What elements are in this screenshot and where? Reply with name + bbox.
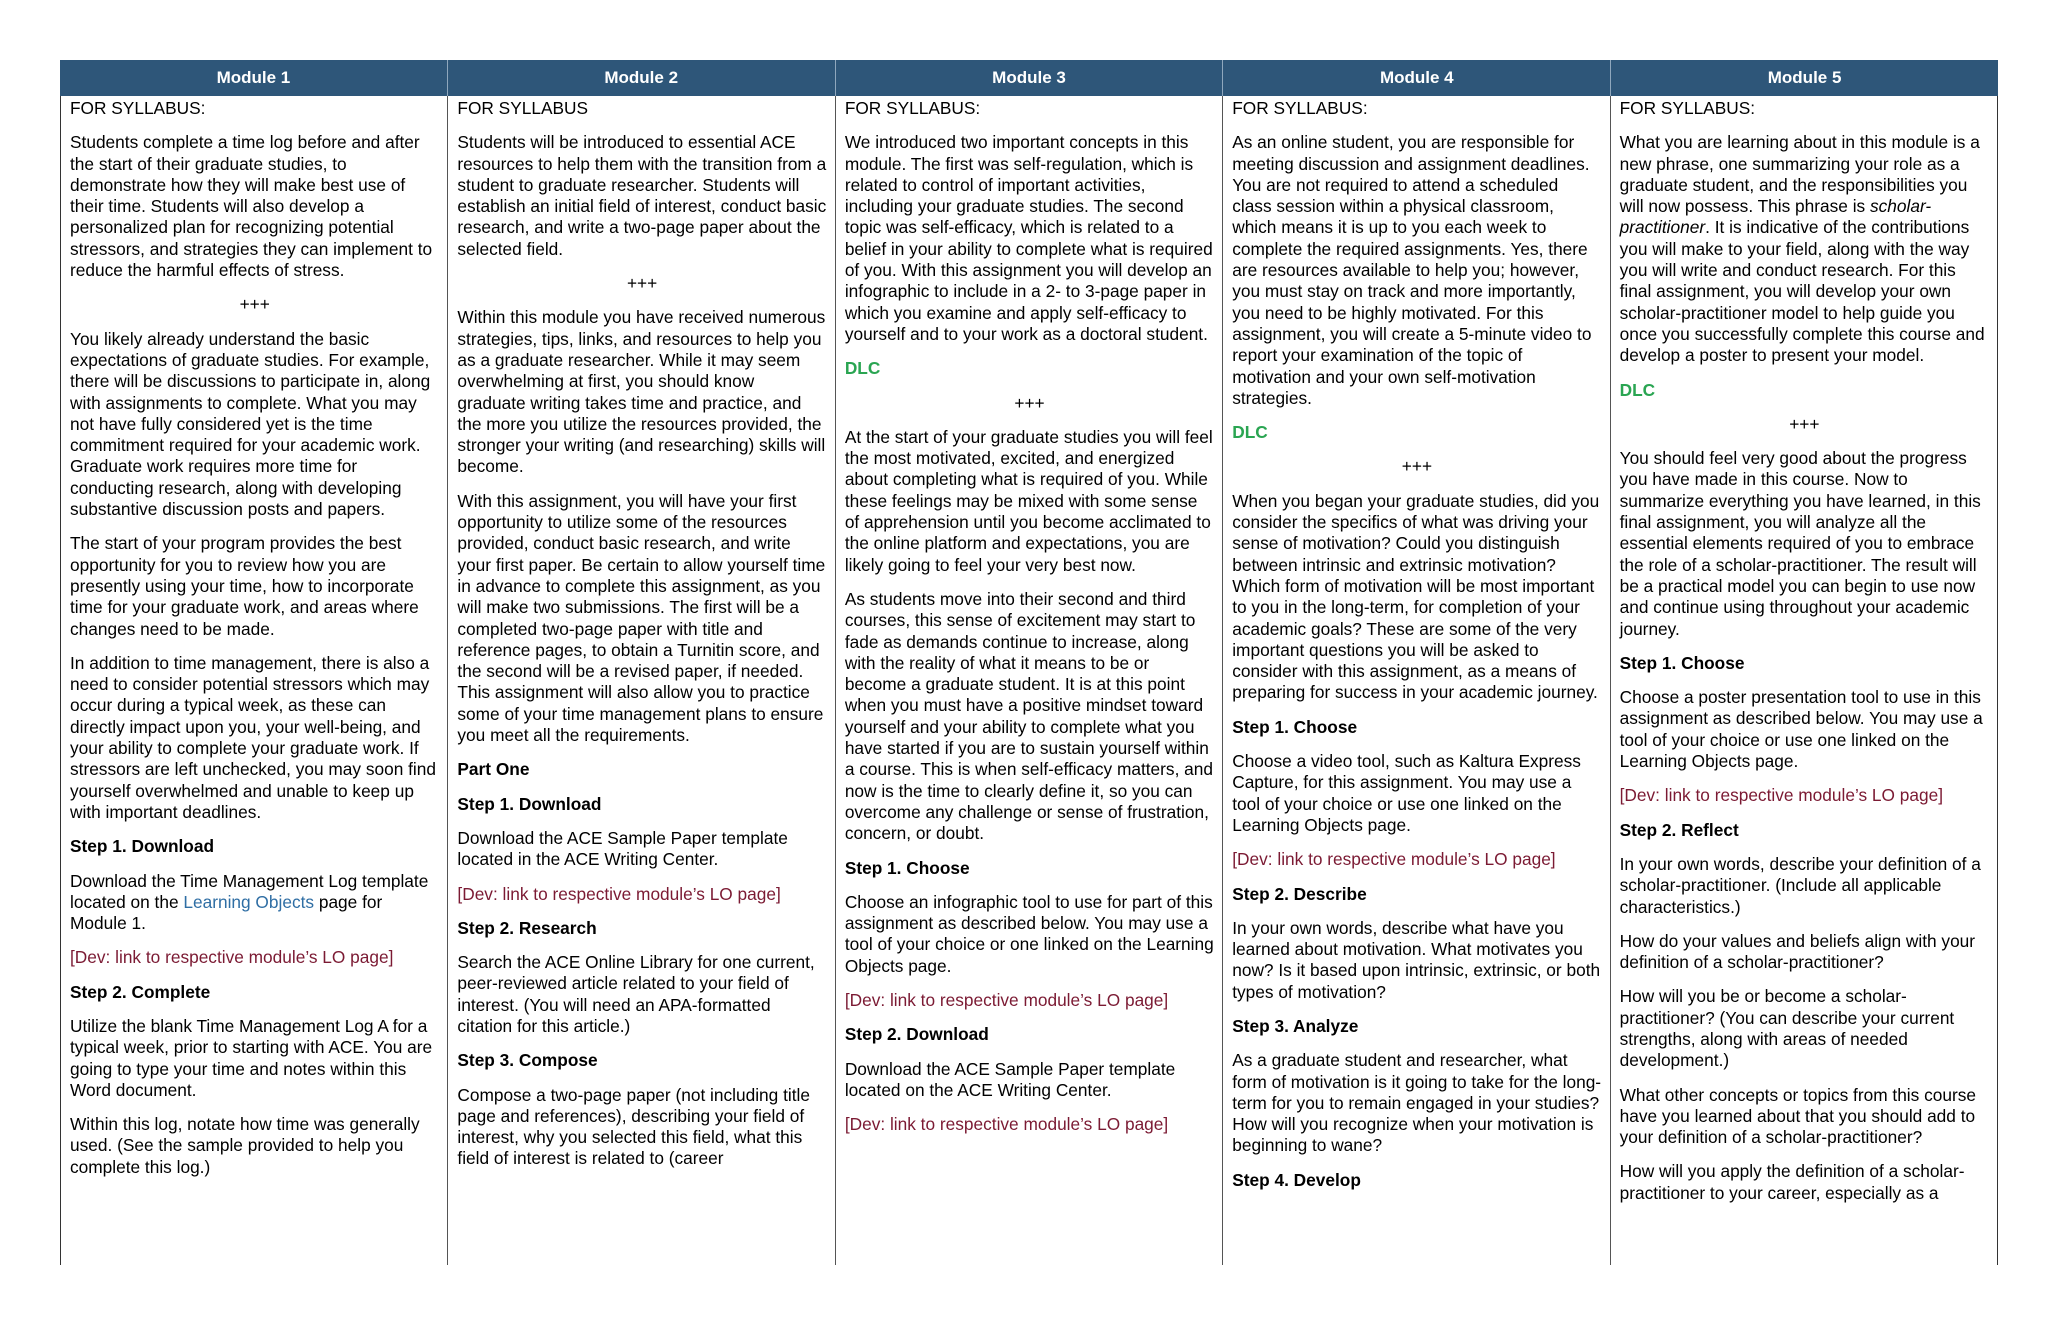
step-heading: Step 3. Analyze — [1232, 1015, 1359, 1036]
header-module-1: Module 1 — [216, 68, 291, 87]
dev-note: [Dev: link to respective module’s LO page] — [1619, 785, 1944, 806]
text: What you are learning about in this module is a new phrase, one summarizing your role as a graduate student, and the responsibilities you will now possess. This phrase is — [1619, 132, 1980, 217]
paragraph: You likely already understand the basic expectations of graduate studies. For example, there will be discussions to participate in, along with assignments to complete. What you may not have fully considered yet is the time commitment required for your academic work. Graduate work requires more time for conducting research, along with developing substantive discussion posts and papers. — [70, 328, 431, 520]
paragraph — [70, 871, 439, 935]
header-module-4: Module 4 — [1222, 60, 1610, 96]
separator: +++ — [1789, 413, 1820, 434]
step-heading: Step 2. Download — [844, 1024, 989, 1045]
part-heading: Part One — [457, 759, 530, 780]
step-heading: Step 2. Reflect — [1619, 819, 1739, 840]
paragraph: Within this log, notate how time was generally used. (See the sample provided to help you complete this log.) — [70, 1114, 420, 1177]
paragraph: How will you be or become a scholar-practitioner? (You can describe your current strengths, along with areas of needed development.) — [1619, 986, 1955, 1071]
paragraph: When you began your graduate studies, did you consider the specifics of what was driving your sense of motivation? Could you distinguish between intrinsic and extrinsic motivation? Which form of motivation will be most important to you in the long-term, for completion of your academic goals? These are some of the very important questions you will be asked to consider with this assignment, as a means of preparing for success in your academic journey. — [1232, 490, 1600, 703]
text: Download the Time Management Log template located on the — [70, 870, 429, 912]
separator: +++ — [1401, 456, 1433, 477]
text: . It is indicative of the contributions you will make to your field, along with the way you will write and conduct research. For this final assignment, you will develop your own scholar-practitioner model to help guide you once you successfully complete this course and develop a poster to present your model. — [1619, 217, 1985, 366]
paragraph: Download the ACE Sample Paper template located in the ACE Writing Center. — [457, 827, 788, 870]
paragraph: With this assignment, you will have your first opportunity to utilize some of the resources provided, conduct basic research, and write your first paper. Be certain to allow yourself time in advance to complete this assignment, as you will make two submissions. The first will be a completed two-page paper with title and reference pages, to obtain a Turnitin score, and the second will be a revised paper, if needed. This assignment will also allow you to practice some of your time management plans to ensure you meet all the requirements. — [457, 490, 826, 746]
step-heading: Step 2. Complete — [70, 981, 211, 1002]
syllabus-label: FOR SYLLABUS — [457, 98, 589, 118]
dev-note: [Dev: link to respective module’s LO page] — [844, 1114, 1169, 1135]
step-heading: Step 2. Describe — [1232, 883, 1367, 904]
paragraph: Choose a poster presentation tool to use in this assignment as described below. You may use a tool of your choice or use one linked on the Learning Objects page. — [1619, 687, 1983, 772]
dev-note: [Dev: link to respective module’s LO page] — [844, 989, 1169, 1010]
dev-note: [Dev: link to respective module’s LO page] — [1232, 849, 1556, 870]
module-table — [60, 60, 1998, 1265]
paragraph: What other concepts or topics from this course have you learned about that you should add to your definition of a scholar-practitioner? — [1619, 1084, 1976, 1148]
syllabus-label: FOR SYLLABUS: — [1232, 98, 1368, 118]
paragraph: Compose a two-page paper (not including title page and references), describing your field of interest, why you selected this field, what this field of interest is related to (career — [457, 1084, 810, 1169]
paragraph: We introduced two important concepts in this module. The first was self-regulation, which is related to control of important activities, including your graduate studies. The second topic was self-efficacy, which is related to a belief in your ability to complete what is required of you. With this assignment you will develop an infographic to include in a 2- to 3-page paper in which you examine and apply self-efficacy to yourself and to your work as a doctoral student. — [844, 132, 1213, 344]
paragraph: You should feel very good about the progress you have made in this course. Now to summarize everything you have learned, in this final assignment, you will analyze all the essential elements required of you to embrace the role of a scholar-practitioner. The result will be a practical model you can begin to use now and continue using throughout your academic journey. — [1619, 448, 1981, 639]
paragraph: In your own words, describe your definition of a scholar-practitioner. (Include all applicable characteristics.) — [1619, 853, 1981, 917]
paragraph: How do your values and beliefs align with your definition of a scholar-practitioner? — [1619, 930, 1976, 973]
paragraph: In addition to time management, there is also a need to consider potential stressors which may occur during a typical week, as these can directly impact upon you, your well-being, and your ability to complete your graduate work. If stressors are left unchecked, you may soon find yourself overwhelmed and unable to keep up with important deadlines. — [70, 652, 436, 822]
table-header — [60, 60, 1998, 96]
paragraph: As a graduate student and researcher, what form of motivation is it going to take for the long-term for you to remain engaged in your studies? How will you recognize when your motivation is beginning to wane? — [1232, 1050, 1602, 1156]
module-5-column — [1610, 96, 1997, 1265]
step-heading: Step 1. Download — [457, 793, 602, 814]
paragraph: How will you apply the definition of a scholar-practitioner to your career, especially as a — [1619, 1161, 1965, 1203]
dev-note: [Dev: link to respective module’s LO page] — [457, 883, 781, 904]
paragraph: Students complete a time log before and after the start of their graduate studies, to demonstrate how they will make best use of their time. Students will also develop a personalized plan for recognizing potential stressors, and strategies they can implement to reduce the harmful effects of stress. — [70, 132, 433, 281]
header-module-2: Module 2 — [447, 60, 835, 96]
header-module-5: Module 5 — [1610, 60, 1998, 96]
paragraph: As an online student, you are responsible for meeting discussion and assignment deadlines. You are not required to attend a scheduled class session within a physical classroom, which means it is up to you each week to complete the required assignments. Yes, there are resources available to help you; however, you must stay on track and more importantly, you need to be highly motivated. For this assignment, you will create a 5-minute video to report your examination of the topic of motivation and your own self-motivation strategies. — [1232, 132, 1592, 408]
separator: +++ — [239, 294, 270, 315]
text: page for Module 1. — [70, 891, 383, 934]
paragraph: At the start of your graduate studies you will feel the most motivated, excited, and energized about completing what is required of you. While these feelings may be mixed with some sense of apprehension until you become acclimated to the online platform and expectations, you are likely going to feel your very best now. — [844, 426, 1213, 575]
module-1-column — [61, 96, 447, 1265]
paragraph: Students will be introduced to essential ACE resources to help them with the transition from a student to graduate researcher. Students will establish an initial field of interest, conduct basic research, and write a two-page paper about the selected field. — [457, 132, 827, 259]
header-module-3: Module 3 — [835, 60, 1223, 96]
step-heading: Step 1. Choose — [1232, 716, 1358, 737]
step-heading: Step 1. Choose — [1619, 652, 1745, 673]
dlc-label: DLC — [1232, 422, 1268, 443]
dlc-label: DLC — [1619, 379, 1656, 400]
step-heading: Step 4. Develop — [1232, 1169, 1361, 1190]
separator: +++ — [626, 273, 658, 294]
paragraph: Search the ACE Online Library for one current, peer-reviewed article related to your field of interest. (You will need an APA-formatted citation for this article.) — [457, 952, 815, 1036]
module-3-column — [835, 96, 1222, 1265]
paragraph: Within this module you have received numerous strategies, tips, links, and resources to help you as a graduate researcher. While it may seem overwhelming at first, you should know graduate writing takes time and practice, and the more you utilize the resources provided, the stronger your writing (and researching) skills will become. — [457, 307, 826, 477]
paragraph: In your own words, describe what have you learned about motivation. What motivates you now? Is it based upon intrinsic, extrinsic, or both types of motivation? — [1232, 917, 1601, 1002]
paragraph: Choose a video tool, such as Kaltura Express Capture, for this assignment. You may use a tool of your choice or use one linked on the Learning Objects page. — [1232, 751, 1581, 835]
syllabus-label: FOR SYLLABUS: — [844, 98, 981, 118]
learning-objects-link[interactable]: Learning Objects — [183, 891, 315, 912]
table-body — [60, 96, 1998, 1265]
syllabus-label: FOR SYLLABUS: — [1619, 98, 1756, 118]
paragraph: Choose an infographic tool to use for part of this assignment as described below. You may use a tool of your choice or one linked on the Learning Objects page. — [844, 891, 1214, 976]
step-heading: Step 2. Research — [457, 917, 597, 938]
module-4-column — [1222, 96, 1609, 1265]
step-heading: Step 1. Choose — [844, 857, 970, 878]
syllabus-label: FOR SYLLABUS: — [70, 98, 206, 118]
dev-note: [Dev: link to respective module’s LO page] — [70, 947, 394, 968]
separator: +++ — [1014, 392, 1045, 413]
paragraph: As students move into their second and third courses, this sense of excitement may start to fade as demands continue to increase, along with the reality of what it means to be or become a graduate student. It is at this point when you must have a positive mindset toward yourself and your ability to complete what you have started if you are to sustain yourself within a course. This is when self-efficacy matters, and now is the time to clearly define it, so you can overcome any challenge or sense of frustration, concern, or doubt. — [844, 588, 1214, 844]
paragraph: Utilize the blank Time Management Log A for a typical week, prior to starting with ACE. You are going to type your time and notes within this Word document. — [70, 1015, 433, 1100]
emphasis-text: scholar-practitioner — [1619, 196, 1932, 238]
paragraph: Download the ACE Sample Paper template located on the ACE Writing Center. — [844, 1058, 1176, 1100]
paragraph — [1620, 132, 1989, 366]
module-2-column — [447, 96, 834, 1265]
dlc-label: DLC — [844, 358, 881, 379]
paragraph: The start of your program provides the best opportunity for you to review how you are presently using your time, how to incorporate time for your graduate work, and areas where changes need to be made. — [70, 533, 419, 639]
step-heading: Step 1. Download — [70, 836, 215, 857]
step-heading: Step 3. Compose — [457, 1050, 598, 1071]
